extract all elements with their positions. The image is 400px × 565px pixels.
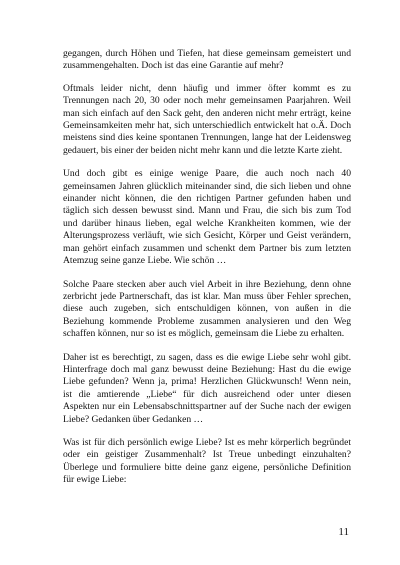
paragraph-4: Solche Paare stecken aber auch viel Arbeit in ihre Beziehung, denn ohne zerbricht jede Partnerschaft, das ist klar. Man muss über Fehler sprechen, diese auch zugeben, sich entschuldigen können, von außen in die Beziehung kommende Probleme zusammen analysieren und den Weg schaffen können, nur so ist es möglich, gemeinsam die Liebe zu erhalten. <box>63 278 351 340</box>
paragraph-1: gegangen, durch Höhen und Tiefen, hat diese gemeinsam gemeistert und zusammengehalten. Doch ist das eine Garantie auf mehr? <box>63 48 351 72</box>
paragraph-5: Daher ist es berechtigt, zu sagen, dass es die ewige Liebe sehr wohl gibt. Hinterfrage doch mal ganz bewusst deine Beziehung: Hast du die ewige Liebe gefunden? Wenn ja, prima! Herzlichen Glückwunsch! Wenn nein, ist die amtierende „Liebe“ für dich ausreichend oder unter diesen Aspekten nur ein Lebensabschnittspartner auf der Suche nach der ewigen Liebe? Gedanken über Gedanken … <box>63 351 351 425</box>
paragraph-3: Und doch gibt es einige wenige Paare, die auch noch nach 40 gemeinsamen Jahren glücklich miteinander sind, die sich lieben und ohne einander nicht können, die den richtigen Partner gefunden haben und täglich sich dessen bewusst sind. Mann und Frau, die sich bis zum Tod und darüber hinaus lieben, egal welche Krankheiten kommen, wie der Alterungsprozess verläuft, wie sich Gesicht, Körper und Geist verändern, man gehört einfach zusammen und schenkt dem Partner bis zum letzten Atemzug seine ganze Liebe. Wie schön … <box>63 168 351 267</box>
paragraph-2: Oftmals leider nicht, denn häufig und immer öfter kommt es zu Trennungen nach 20, 30 oder noch mehr gemeinsamen Paarjahren. Weil man sich einfach auf den Sack geht, den anderen nicht mehr erträgt, keine Gemeinsamkeiten mehr hat, sich unterschiedlich entwickelt hat o.Ä. Doch meistens sind dies keine spontanen Trennungen, lange hat der Leidensweg gedauert, bis einer der beiden nicht mehr kann und die letzte Karte zieht. <box>63 82 351 156</box>
body-text <box>63 48 351 498</box>
paragraph-6: Was ist für dich persönlich ewige Liebe? Ist es mehr körperlich begründet oder ein geistiger Zusammenhalt? Ist Treue unbedingt einzuhalten? Überlege und formuliere bitte deine ganz eigene, persönliche Definition für ewige Liebe: <box>63 436 351 486</box>
page-number: 11 <box>338 526 349 538</box>
